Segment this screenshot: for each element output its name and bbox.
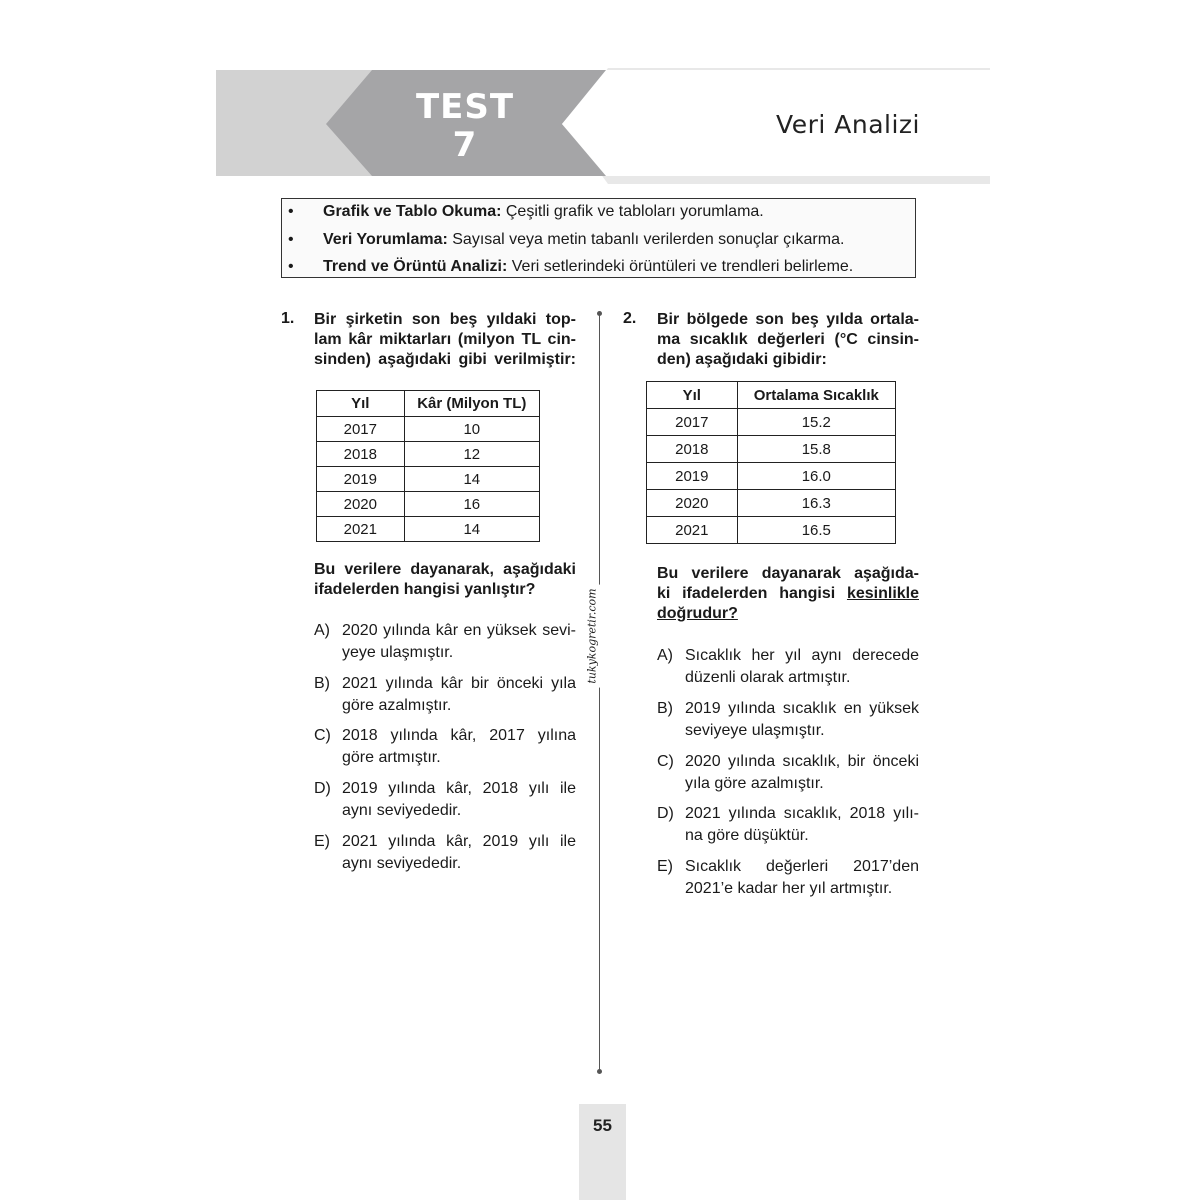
table-row xyxy=(317,517,540,542)
table-cell: 16.3 xyxy=(737,490,895,517)
table-cell: 2021 xyxy=(317,517,405,542)
option-line: yıla göre azalmıştır. xyxy=(685,775,824,792)
prompt-emphasis: kesinlikle xyxy=(846,585,919,602)
table-cell: 14 xyxy=(404,517,539,542)
table-header-row xyxy=(317,391,540,417)
option-line: Sıcaklık her yıl aynı derecede xyxy=(685,647,919,664)
test-header-banner xyxy=(0,0,1200,190)
table-row xyxy=(647,490,896,517)
table-cell: 16 xyxy=(404,492,539,517)
test-label-line1: TEST xyxy=(415,87,515,127)
option-letter: E) xyxy=(314,833,330,850)
option-line: aynı seviyededir. xyxy=(342,855,462,872)
table-cell: 2018 xyxy=(317,442,405,467)
question-number: 2. xyxy=(623,310,637,327)
prompt-line xyxy=(657,604,919,624)
test-label-line2: 7 xyxy=(452,125,478,165)
prompt-text: ki ifadelerden hangisi xyxy=(657,585,847,602)
table-row xyxy=(317,442,540,467)
option-line: na göre düşüktür. xyxy=(685,827,809,844)
option-line: göre azalmıştır. xyxy=(342,697,452,714)
table-cell: 16.0 xyxy=(737,463,895,490)
bullet: • xyxy=(288,203,294,220)
table-cell: 2018 xyxy=(647,436,738,463)
option-letter: D) xyxy=(314,780,331,797)
option-letter: B) xyxy=(657,700,673,717)
option-line: göre artmıştır. xyxy=(342,749,441,766)
objective-text: Çeşitli grafik ve tabloları yorumlama. xyxy=(501,203,764,220)
table-cell: 15.2 xyxy=(737,409,895,436)
table-row xyxy=(317,492,540,517)
table-row xyxy=(317,467,540,492)
objective-text: Sayısal veya metin tabanlı verilerden sonuçlar çıkarma. xyxy=(447,231,845,248)
option-line: seviyeye ulaşmıştır. xyxy=(685,722,825,739)
option-line: 2021’e kadar her yıl artmıştır. xyxy=(685,880,893,897)
stem-line: den) aşağıdaki gibidir: xyxy=(657,351,827,368)
table-cell: 2021 xyxy=(647,517,738,544)
option-line: 2021 yılında kâr, 2019 yılı ile xyxy=(342,833,576,850)
stem-line: sinden) aşağıdaki gibi verilmiştir: xyxy=(314,351,576,368)
question-stem xyxy=(314,310,576,370)
option-line: aynı seviyededir. xyxy=(342,802,462,819)
prompt-line: Bu verilere dayanarak aşağıda- xyxy=(657,565,919,582)
option-line: düzenli olarak artmıştır. xyxy=(685,669,851,686)
profit-table xyxy=(316,390,540,542)
section-title: Veri Analizi xyxy=(776,110,920,139)
prompt-emphasis: doğrudur? xyxy=(657,605,738,622)
table-cell: 16.5 xyxy=(737,517,895,544)
table-cell: 2017 xyxy=(317,417,405,442)
table-header-cell: Yıl xyxy=(647,382,738,409)
table-cell: 12 xyxy=(404,442,539,467)
question-prompt xyxy=(314,560,576,600)
question-stem xyxy=(657,310,919,370)
publisher-watermark: tukykogretir.com xyxy=(584,584,601,687)
option-letter: E) xyxy=(657,858,673,875)
option-letter: A) xyxy=(314,622,330,639)
stem-line: Bir şirketin son beş yıldaki top- xyxy=(314,311,576,328)
table-cell: 2019 xyxy=(317,467,405,492)
objectives-box xyxy=(281,198,916,278)
option-line: 2019 yılında sıcaklık en yüksek xyxy=(685,700,919,717)
objective-label: Veri Yorumlama: xyxy=(323,231,448,248)
table-header-cell: Ortalama Sıcaklık xyxy=(737,382,895,409)
option-line: 2020 yılında kâr en yüksek sevi- xyxy=(342,622,576,639)
objective-label: Trend ve Örüntü Analizi: xyxy=(323,258,508,275)
objective-text: Veri setlerindeki örüntüleri ve trendleri belirleme. xyxy=(507,258,854,275)
objective-label: Grafik ve Tablo Okuma: xyxy=(323,203,502,220)
bullet: • xyxy=(288,258,294,275)
option-line: yeye ulaşmıştır. xyxy=(342,644,454,661)
bullet: • xyxy=(288,231,294,248)
divider-bottom-dot xyxy=(597,1069,602,1074)
table-row xyxy=(647,436,896,463)
option-line: 2021 yılında sıcaklık, 2018 yılı- xyxy=(685,805,919,822)
table-cell: 2020 xyxy=(317,492,405,517)
header-graphic xyxy=(0,0,1200,190)
column-divider xyxy=(599,314,600,1072)
divider-top-dot xyxy=(597,311,602,316)
stem-line: Bir bölgede son beş yılda ortala- xyxy=(657,311,919,328)
option-letter: C) xyxy=(314,727,331,744)
table-cell: 2017 xyxy=(647,409,738,436)
question-prompt xyxy=(657,564,919,624)
page-number: 55 xyxy=(593,1116,612,1135)
table-cell: 2019 xyxy=(647,463,738,490)
temperature-table xyxy=(646,381,896,544)
option-line: 2020 yılında sıcaklık, bir önceki xyxy=(685,753,919,770)
stem-line: ma sıcaklık değerleri (°C cinsin- xyxy=(657,331,919,348)
table-row xyxy=(647,463,896,490)
table-cell: 14 xyxy=(404,467,539,492)
stem-line: lam kâr miktarları (milyon TL cin- xyxy=(314,331,576,348)
table-row xyxy=(647,409,896,436)
table-row xyxy=(647,517,896,544)
table-header-cell: Yıl xyxy=(317,391,405,417)
table-cell: 15.8 xyxy=(737,436,895,463)
prompt-line: ifadelerden hangisi yanlıştır? xyxy=(314,581,536,598)
prompt-line xyxy=(657,584,919,604)
table-cell: 10 xyxy=(404,417,539,442)
option-letter: D) xyxy=(657,805,674,822)
question-number: 1. xyxy=(281,310,295,327)
table-cell: 2020 xyxy=(647,490,738,517)
option-letter: B) xyxy=(314,675,330,692)
option-line: 2021 yılında kâr bir önceki yıla xyxy=(342,675,576,692)
option-line: Sıcaklık değerleri 2017’den xyxy=(685,858,919,875)
prompt-line: Bu verilere dayanarak, aşağıdaki xyxy=(314,561,576,578)
option-line: 2019 yılında kâr, 2018 yılı ile xyxy=(342,780,576,797)
option-letter: C) xyxy=(657,753,674,770)
option-line: 2018 yılında kâr, 2017 yılına xyxy=(342,727,576,744)
test-number-label xyxy=(395,88,535,164)
option-letter: A) xyxy=(657,647,673,664)
table-header-cell: Kâr (Milyon TL) xyxy=(404,391,539,417)
table-row xyxy=(317,417,540,442)
table-header-row xyxy=(647,382,896,409)
